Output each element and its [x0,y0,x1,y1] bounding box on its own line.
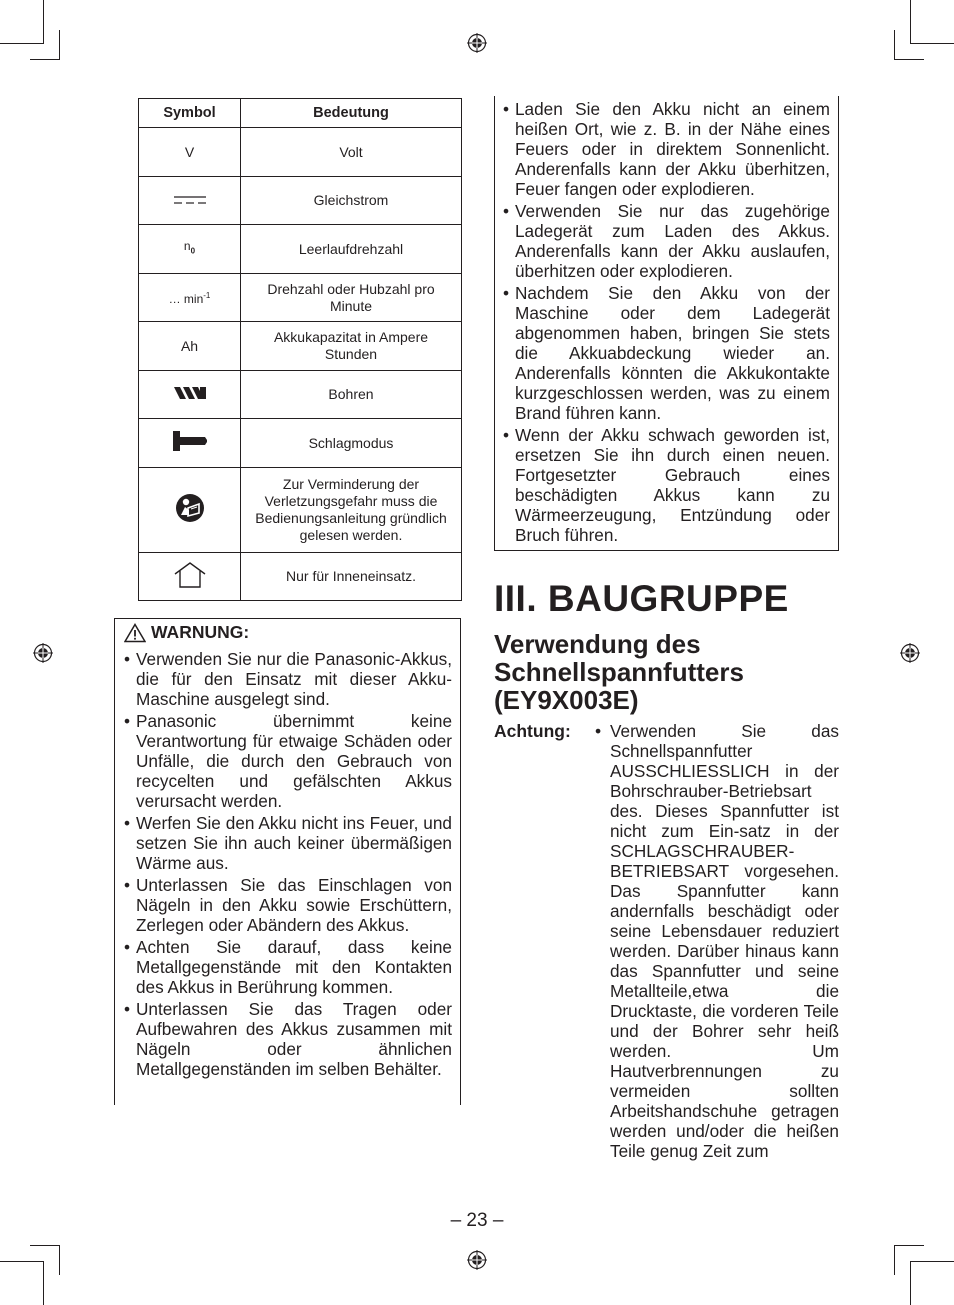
crop-mark [43,1261,44,1305]
list-item-text: Panasonic übernimmt keine Verantwortung für etwaige Schäden oder Unfälle, die durch den Gebrauch von recycelten und gefälschten Akkus verursacht werden. [136,711,452,811]
symbol-text: n [183,239,191,254]
warning-title: WARNUNG: [151,622,250,642]
crop-mark [894,1245,924,1246]
hammer-icon [171,429,209,453]
symbol-cell [139,225,241,274]
table-row [139,322,462,371]
list-item: • Verwenden Sie nur das zugehörige Ladegerät zum Laden des Akkus. Anderenfalls kann der Akku auslaufen, überhitzen oder explodieren. [503,201,830,281]
symbol-cell [139,274,241,322]
registration-mark-icon [33,643,53,663]
list-item: • Panasonic übernimmt keine Verantwortung für etwaige Schäden oder Unfälle, die durch den Gebrauch von recycelten und gefälschten Akkus verursacht werden. [124,711,452,811]
crop-mark [894,59,924,60]
table-row [139,274,462,322]
crop-mark [894,1245,895,1275]
section-title: III. BAUGRUPPE [494,578,789,619]
meaning-cell: Drehzahl oder Hubzahl pro Minute [241,274,462,322]
battery-notes-box [494,96,839,551]
symbol-cell: Ah [139,322,241,371]
meaning-cell: Gleichstrom [241,177,462,225]
table-row [139,177,462,225]
registration-mark-icon [467,33,487,53]
list-item: • Verwenden Sie nur die Panasonic-Akkus, die für den Einsatz mit dieser Akku-Maschine ausgelegt sind. [124,649,452,709]
direct-current-icon [172,195,208,205]
note-bullet: • [595,721,602,741]
meaning-cell: Schlagmodus [241,419,462,468]
indoor-only-icon [173,561,207,589]
crop-mark [910,1261,954,1262]
symbol-text: … min [168,292,204,306]
warning-triangle-icon [124,623,146,643]
crop-mark [910,0,911,44]
crop-mark [910,43,954,44]
symbol-cell: V [139,128,241,177]
crop-mark [894,30,895,60]
list-item: • Werfen Sie den Akku nicht ins Feuer, und setzen Sie ihn auch keiner übermäßigen Wärme aus. [124,813,452,873]
warning-heading [124,622,452,643]
meaning-cell: Nur für Inneneinsatz. [241,553,462,601]
list-item: • Laden Sie den Akku nicht an einem heißen Ort, wie z. B. in der Nähe eines Feuers oder in direktem Sonnenlicht. Anderenfalls kann der Akku überhitzen, Feuer fangen oder explodieren. [503,99,830,199]
symbol-cell [139,419,241,468]
read-manual-icon [175,493,205,523]
warning-box [114,618,461,1105]
crop-mark [59,30,60,60]
list-item-text: Verwenden Sie nur das zugehörige Ladegerät zum Laden des Akkus. Anderenfalls kann der Akku auslaufen, überhitzen oder explodieren. [515,201,830,281]
note-label: Achtung: [494,721,571,741]
crop-mark [30,1245,60,1246]
symbol-cell [139,371,241,419]
symbol-cell [139,553,241,601]
list-item-text: Werfen Sie den Akku nicht ins Feuer, und setzen Sie ihn auch keiner übermäßigen Wärme aus. [136,813,452,873]
column-header-symbol: Symbol [139,99,241,128]
crop-mark [910,1261,911,1305]
crop-mark [59,1245,60,1275]
symbol-cell [139,468,241,553]
list-item-text: Unterlassen Sie das Einschlagen von Nägeln in den Akku sowie Erschüttern, Zerlegen oder Abändern des Akkus. [136,875,452,935]
page-number: – 23 – [450,1210,504,1231]
list-item-text: Unterlassen Sie das Tragen oder Aufbewahren des Akkus zusammen mit Nägeln oder ähnlichen Metallgegenständen im selben Behälter. [136,999,452,1079]
table-row [139,419,462,468]
symbol-subscript: 0 [190,246,196,256]
list-item-text: Verwenden Sie nur die Panasonic-Akkus, die für den Einsatz mit dieser Akku-Maschine ausgelegt sind. [136,649,452,709]
list-item: • Wenn der Akku schwach geworden ist, ersetzen Sie ihn durch einen neuen. Fortgesetzter Gebrauch eines beschädigten Akkus kann zu Wärmeerzeugung, Entzündung oder Bruch führen. [503,425,830,545]
symbol-cell [139,177,241,225]
table-row [139,468,462,553]
list-item: • Unterlassen Sie das Einschlagen von Nägeln in den Akku sowie Erschüttern, Zerlegen oder Abändern des Akkus. [124,875,452,935]
list-item-text: Wenn der Akku schwach geworden ist, ersetzen Sie ihn durch einen neuen. Fortgesetzter Gebrauch eines beschädigten Akkus kann zu Wärmeerzeugung, Entzündung oder Bruch führen. [515,425,830,545]
crop-mark [0,43,44,44]
meaning-cell: Akkukapazitat in Ampere Stunden [241,322,462,371]
registration-mark-icon [467,1250,487,1270]
drill-icon [172,385,208,401]
crop-mark [43,0,44,44]
note-text: Verwenden Sie das Schnellspannfutter AUSSCHLIESSLICH in der Bohrschrauber-Betriebsart des. Dieses Spannfutter ist nicht zum Ein-satz in der SCHLAGSCHRAUBER-BETRIEBSART vorgesehen. Das Spannfutter kann andernfalls beschädigt oder seine Lebensdauer reduziert werden. Darüber hinaus kann das Spannfutter und seine Metallteile,etwa die Drucktaste, die vorderen Teile und der Bohrer sehr heiß werden. Um Hautverbrennungen zu vermeiden sollten Arbeitshandschuhe getragen werden und/oder die heißen Teile genug Zeit zum [610,721,839,1161]
list-item: • Achten Sie darauf, dass keine Metallgegenstände mit den Kontakten des Akkus in Berührung kommen. [124,937,452,997]
table-row [139,225,462,274]
list-item-text: Nachdem Sie den Akku von der Maschine oder dem Ladegerät abgenommen haben, bringen Sie stets die Akkuabdeckung wieder an. Anderenfalls könnten die Akkukontakte kurzgeschlossen werden, was zu einem Brand führen kann. [515,283,830,423]
crop-mark [30,59,60,60]
meaning-cell: Volt [241,128,462,177]
meaning-cell: Zur Verminderung der Verletzungsgefahr muss die Bedienungsanleitung gründlich gelesen werden. [241,468,462,553]
meaning-cell: Bohren [241,371,462,419]
column-header-meaning: Bedeutung [241,99,462,128]
list-item-text: Achten Sie darauf, dass keine Metallgegenstände mit den Kontakten des Akkus in Berührung kommen. [136,937,452,997]
table-row [139,371,462,419]
symbol-superscript: -1 [203,291,211,300]
registration-mark-icon [900,643,920,663]
crop-mark [0,1261,44,1262]
table-row [139,553,462,601]
section-subtitle: Verwendung des Schnellspannfutters (EY9X003E) [494,629,744,715]
symbol-table [138,98,462,601]
meaning-cell: Leerlaufdrehzahl [241,225,462,274]
table-row [139,128,462,177]
table-header-row [139,99,462,128]
list-item: • Nachdem Sie den Akku von der Maschine oder dem Ladegerät abgenommen haben, bringen Sie stets die Akkuabdeckung wieder an. Anderenfalls könnten die Akkukontakte kurzgeschlossen werden, was zu einem Brand führen kann. [503,283,830,423]
list-item: • Unterlassen Sie das Tragen oder Aufbewahren des Akkus zusammen mit Nägeln oder ähnlichen Metallgegenständen im selben Behälter. [124,999,452,1079]
list-item-text: Laden Sie den Akku nicht an einem heißen Ort, wie z. B. in der Nähe eines Feuers oder in direktem Sonnenlicht. Anderenfalls kann der Akku überhitzen, Feuer fangen oder explodieren. [515,99,830,199]
